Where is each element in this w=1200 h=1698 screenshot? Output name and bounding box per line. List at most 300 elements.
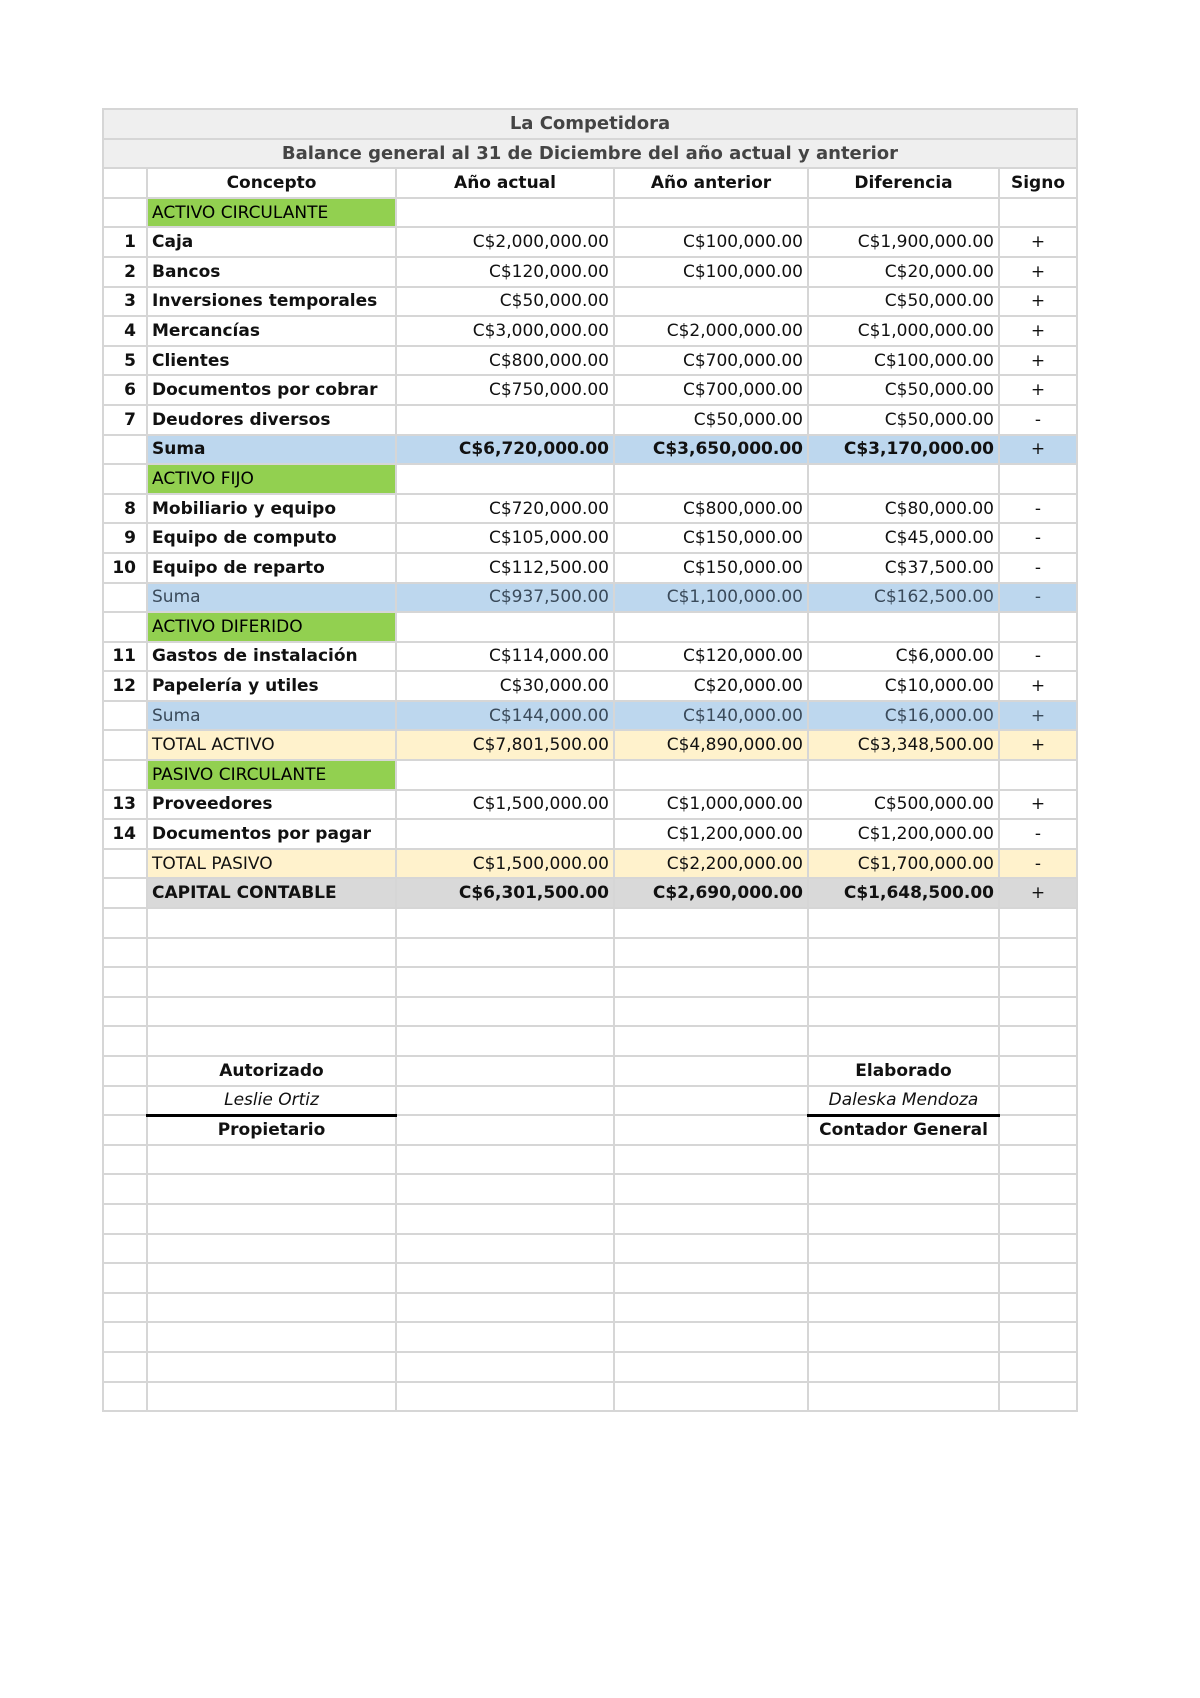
anterior-cell: C$100,000.00 (614, 257, 808, 287)
subtitle-row (103, 139, 1077, 169)
empty-cell (147, 1026, 396, 1056)
signo-cell: - (999, 405, 1077, 435)
empty-cell (808, 760, 999, 790)
section-label: ACTIVO DIFERIDO (147, 612, 396, 642)
authorized-signature-name: Leslie Ortiz (147, 1086, 396, 1116)
empty-cell (999, 198, 1077, 228)
signo-cell: + (999, 878, 1077, 908)
empty-cell (103, 967, 147, 997)
empty-cell (147, 908, 396, 938)
empty-cell (808, 1352, 999, 1382)
empty-cell (999, 1115, 1077, 1145)
empty-cell (396, 1056, 614, 1086)
actual-cell: C$937,500.00 (396, 583, 614, 613)
empty-cell (614, 1234, 808, 1264)
actual-cell: C$1,500,000.00 (396, 790, 614, 820)
row-number: 5 (103, 346, 147, 376)
empty-cell (999, 1026, 1077, 1056)
signo-cell: + (999, 671, 1077, 701)
suma-row (103, 701, 1077, 731)
empty-cell (999, 908, 1077, 938)
header-actual: Año actual (396, 168, 614, 198)
table-row (103, 375, 1077, 405)
empty-cell (147, 1382, 396, 1412)
blank-row (103, 1234, 1077, 1264)
empty-cell (147, 967, 396, 997)
signature-row (103, 1056, 1077, 1086)
empty-cell (999, 760, 1077, 790)
total-label: TOTAL ACTIVO (147, 730, 396, 760)
concepto-cell: Documentos por cobrar (147, 375, 396, 405)
signo-cell: - (999, 523, 1077, 553)
table-body (103, 198, 1077, 1411)
empty-cell (614, 997, 808, 1027)
signo-cell: - (999, 494, 1077, 524)
diferencia-cell: C$1,000,000.00 (808, 316, 999, 346)
concepto-cell: Papelería y utiles (147, 671, 396, 701)
empty-cell (614, 938, 808, 968)
blank-row (103, 938, 1077, 968)
table-row (103, 494, 1077, 524)
total-pasivo-row (103, 849, 1077, 879)
empty-cell (614, 1204, 808, 1234)
section-label: PASIVO CIRCULANTE (147, 760, 396, 790)
empty-cell (614, 1322, 808, 1352)
diferencia-cell: C$1,648,500.00 (808, 878, 999, 908)
anterior-cell: C$4,890,000.00 (614, 730, 808, 760)
total-activo-row (103, 730, 1077, 760)
empty-cell (808, 1382, 999, 1412)
row-number (103, 849, 147, 879)
section-row (103, 198, 1077, 228)
empty-cell (808, 997, 999, 1027)
blank-row (103, 1145, 1077, 1175)
row-number: 13 (103, 790, 147, 820)
blank-row (103, 1263, 1077, 1293)
empty-cell (808, 1263, 999, 1293)
row-number (103, 435, 147, 465)
blank-row (103, 1293, 1077, 1323)
empty-cell (614, 1382, 808, 1412)
empty-cell (396, 464, 614, 494)
anterior-cell: C$1,100,000.00 (614, 583, 808, 613)
row-number: 2 (103, 257, 147, 287)
row-number (103, 464, 147, 494)
empty-cell (396, 1026, 614, 1056)
anterior-cell: C$150,000.00 (614, 553, 808, 583)
blank-row (103, 1026, 1077, 1056)
concepto-cell: Documentos por pagar (147, 819, 396, 849)
concepto-cell: Clientes (147, 346, 396, 376)
balance-sheet-table (102, 108, 1078, 1412)
diferencia-cell: C$37,500.00 (808, 553, 999, 583)
section-row (103, 612, 1077, 642)
row-number: 1 (103, 227, 147, 257)
concepto-cell: Inversiones temporales (147, 287, 396, 317)
title-row (103, 109, 1077, 139)
empty-cell (147, 1352, 396, 1382)
anterior-cell: C$1,200,000.00 (614, 819, 808, 849)
capital-contable-row (103, 878, 1077, 908)
empty-cell (396, 198, 614, 228)
empty-cell (396, 1145, 614, 1175)
blank-row (103, 1204, 1077, 1234)
row-number: 14 (103, 819, 147, 849)
table-row (103, 346, 1077, 376)
anterior-cell: C$700,000.00 (614, 346, 808, 376)
signo-cell: + (999, 790, 1077, 820)
empty-cell (396, 1382, 614, 1412)
actual-cell: C$6,720,000.00 (396, 435, 614, 465)
table-row (103, 790, 1077, 820)
prepared-title: Contador General (808, 1115, 999, 1145)
empty-cell (614, 1145, 808, 1175)
empty-cell (396, 612, 614, 642)
empty-cell (396, 1322, 614, 1352)
row-number: 3 (103, 287, 147, 317)
empty-cell (808, 1234, 999, 1264)
empty-cell (396, 1204, 614, 1234)
anterior-cell: C$800,000.00 (614, 494, 808, 524)
signo-cell: - (999, 849, 1077, 879)
row-number: 6 (103, 375, 147, 405)
empty-cell (103, 1352, 147, 1382)
table-row (103, 405, 1077, 435)
empty-cell (103, 1263, 147, 1293)
empty-cell (614, 1174, 808, 1204)
row-number: 4 (103, 316, 147, 346)
empty-cell (999, 612, 1077, 642)
empty-cell (396, 760, 614, 790)
actual-cell (396, 819, 614, 849)
empty-cell (103, 1026, 147, 1056)
blank-row (103, 967, 1077, 997)
empty-cell (999, 1145, 1077, 1175)
header-blank (103, 168, 147, 198)
diferencia-cell: C$16,000.00 (808, 701, 999, 731)
blank-row (103, 1174, 1077, 1204)
actual-cell: C$50,000.00 (396, 287, 614, 317)
diferencia-cell: C$3,170,000.00 (808, 435, 999, 465)
diferencia-cell: C$20,000.00 (808, 257, 999, 287)
actual-cell (396, 405, 614, 435)
concepto-cell: Proveedores (147, 790, 396, 820)
empty-cell (147, 1204, 396, 1234)
anterior-cell: C$2,690,000.00 (614, 878, 808, 908)
empty-cell (999, 1293, 1077, 1323)
actual-cell: C$720,000.00 (396, 494, 614, 524)
empty-cell (999, 938, 1077, 968)
diferencia-cell: C$6,000.00 (808, 642, 999, 672)
diferencia-cell: C$162,500.00 (808, 583, 999, 613)
row-number (103, 878, 147, 908)
company-title: La Competidora (103, 109, 1077, 139)
empty-cell (808, 938, 999, 968)
suma-row (103, 583, 1077, 613)
empty-cell (614, 1115, 808, 1145)
diferencia-cell: C$50,000.00 (808, 405, 999, 435)
empty-cell (614, 1263, 808, 1293)
empty-cell (103, 938, 147, 968)
signo-cell: + (999, 435, 1077, 465)
empty-cell (808, 1204, 999, 1234)
diferencia-cell: C$50,000.00 (808, 375, 999, 405)
row-number (103, 760, 147, 790)
empty-cell (396, 1263, 614, 1293)
empty-cell (103, 1234, 147, 1264)
blank-row (103, 1352, 1077, 1382)
empty-cell (808, 612, 999, 642)
signo-cell: + (999, 227, 1077, 257)
concepto-cell: Equipo de reparto (147, 553, 396, 583)
empty-cell (999, 1204, 1077, 1234)
concepto-cell: Mobiliario y equipo (147, 494, 396, 524)
empty-cell (614, 760, 808, 790)
diferencia-cell: C$500,000.00 (808, 790, 999, 820)
total-label: Suma (147, 583, 396, 613)
diferencia-cell: C$45,000.00 (808, 523, 999, 553)
suma-row (103, 435, 1077, 465)
empty-cell (614, 1293, 808, 1323)
total-label: CAPITAL CONTABLE (147, 878, 396, 908)
section-row (103, 760, 1077, 790)
empty-cell (396, 1234, 614, 1264)
signature-row (103, 1115, 1077, 1145)
empty-cell (999, 967, 1077, 997)
diferencia-cell: C$3,348,500.00 (808, 730, 999, 760)
actual-cell: C$114,000.00 (396, 642, 614, 672)
actual-cell: C$105,000.00 (396, 523, 614, 553)
anterior-cell: C$150,000.00 (614, 523, 808, 553)
prepared-signature-name: Daleska Mendoza (808, 1086, 999, 1116)
header-row (103, 168, 1077, 198)
empty-cell (103, 1086, 147, 1116)
table-row (103, 523, 1077, 553)
empty-cell (808, 464, 999, 494)
empty-cell (396, 997, 614, 1027)
empty-cell (808, 1145, 999, 1175)
diferencia-cell: C$100,000.00 (808, 346, 999, 376)
diferencia-cell: C$1,900,000.00 (808, 227, 999, 257)
section-row (103, 464, 1077, 494)
empty-cell (396, 1174, 614, 1204)
row-number: 7 (103, 405, 147, 435)
row-number: 9 (103, 523, 147, 553)
empty-cell (103, 1382, 147, 1412)
empty-cell (999, 1086, 1077, 1116)
row-number (103, 730, 147, 760)
report-subtitle: Balance general al 31 de Diciembre del año actual y anterior (103, 139, 1077, 169)
empty-cell (396, 1086, 614, 1116)
empty-cell (147, 997, 396, 1027)
empty-cell (614, 612, 808, 642)
anterior-cell: C$1,000,000.00 (614, 790, 808, 820)
total-label: Suma (147, 435, 396, 465)
actual-cell: C$1,500,000.00 (396, 849, 614, 879)
diferencia-cell: C$1,700,000.00 (808, 849, 999, 879)
empty-cell (614, 1086, 808, 1116)
empty-cell (147, 1145, 396, 1175)
empty-cell (396, 1352, 614, 1382)
empty-cell (396, 1115, 614, 1145)
empty-cell (103, 1115, 147, 1145)
concepto-cell: Mercancías (147, 316, 396, 346)
empty-cell (103, 1322, 147, 1352)
row-number: 8 (103, 494, 147, 524)
row-number: 10 (103, 553, 147, 583)
empty-cell (103, 1145, 147, 1175)
row-number (103, 612, 147, 642)
actual-cell: C$6,301,500.00 (396, 878, 614, 908)
signo-cell: + (999, 730, 1077, 760)
table-row (103, 671, 1077, 701)
actual-cell: C$750,000.00 (396, 375, 614, 405)
anterior-cell: C$20,000.00 (614, 671, 808, 701)
signo-cell: + (999, 346, 1077, 376)
empty-cell (999, 464, 1077, 494)
section-label: ACTIVO CIRCULANTE (147, 198, 396, 228)
blank-row (103, 997, 1077, 1027)
empty-cell (808, 1026, 999, 1056)
empty-cell (147, 1174, 396, 1204)
empty-cell (396, 908, 614, 938)
signo-cell: + (999, 701, 1077, 731)
table-row (103, 316, 1077, 346)
empty-cell (999, 1352, 1077, 1382)
empty-cell (614, 198, 808, 228)
signo-cell: - (999, 553, 1077, 583)
signo-cell: + (999, 257, 1077, 287)
actual-cell: C$120,000.00 (396, 257, 614, 287)
empty-cell (808, 1174, 999, 1204)
blank-row (103, 1322, 1077, 1352)
anterior-cell: C$3,650,000.00 (614, 435, 808, 465)
actual-cell: C$7,801,500.00 (396, 730, 614, 760)
empty-cell (808, 1293, 999, 1323)
anterior-cell: C$100,000.00 (614, 227, 808, 257)
empty-cell (396, 967, 614, 997)
empty-cell (999, 1322, 1077, 1352)
table-row (103, 642, 1077, 672)
empty-cell (147, 938, 396, 968)
section-label: ACTIVO FIJO (147, 464, 396, 494)
empty-cell (808, 198, 999, 228)
empty-cell (999, 1263, 1077, 1293)
diferencia-cell: C$50,000.00 (808, 287, 999, 317)
header-anterior: Año anterior (614, 168, 808, 198)
actual-cell: C$800,000.00 (396, 346, 614, 376)
signature-row (103, 1086, 1077, 1116)
actual-cell: C$2,000,000.00 (396, 227, 614, 257)
concepto-cell: Equipo de computo (147, 523, 396, 553)
blank-row (103, 908, 1077, 938)
empty-cell (614, 1026, 808, 1056)
empty-cell (614, 908, 808, 938)
empty-cell (999, 1056, 1077, 1086)
header-concepto: Concepto (147, 168, 396, 198)
empty-cell (614, 1056, 808, 1086)
empty-cell (999, 997, 1077, 1027)
row-number: 11 (103, 642, 147, 672)
empty-cell (614, 1352, 808, 1382)
actual-cell: C$112,500.00 (396, 553, 614, 583)
anterior-cell: C$2,200,000.00 (614, 849, 808, 879)
diferencia-cell: C$80,000.00 (808, 494, 999, 524)
signo-cell: - (999, 819, 1077, 849)
anterior-cell: C$50,000.00 (614, 405, 808, 435)
signo-cell: + (999, 316, 1077, 346)
empty-cell (103, 997, 147, 1027)
row-number: 12 (103, 671, 147, 701)
table-row (103, 227, 1077, 257)
empty-cell (147, 1293, 396, 1323)
header-signo: Signo (999, 168, 1077, 198)
total-label: TOTAL PASIVO (147, 849, 396, 879)
concepto-cell: Gastos de instalación (147, 642, 396, 672)
empty-cell (614, 967, 808, 997)
empty-cell (147, 1234, 396, 1264)
empty-cell (103, 1293, 147, 1323)
anterior-cell: C$140,000.00 (614, 701, 808, 731)
prepared-label: Elaborado (808, 1056, 999, 1086)
concepto-cell: Bancos (147, 257, 396, 287)
actual-cell: C$30,000.00 (396, 671, 614, 701)
empty-cell (147, 1322, 396, 1352)
actual-cell: C$144,000.00 (396, 701, 614, 731)
signo-cell: + (999, 375, 1077, 405)
empty-cell (103, 908, 147, 938)
anterior-cell: C$120,000.00 (614, 642, 808, 672)
diferencia-cell: C$10,000.00 (808, 671, 999, 701)
header-diferencia: Diferencia (808, 168, 999, 198)
empty-cell (103, 1204, 147, 1234)
row-number (103, 701, 147, 731)
empty-cell (808, 967, 999, 997)
empty-cell (999, 1174, 1077, 1204)
empty-cell (103, 1056, 147, 1086)
empty-cell (808, 1322, 999, 1352)
actual-cell: C$3,000,000.00 (396, 316, 614, 346)
authorized-label: Autorizado (147, 1056, 396, 1086)
authorized-title: Propietario (147, 1115, 396, 1145)
concepto-cell: Deudores diversos (147, 405, 396, 435)
empty-cell (103, 1174, 147, 1204)
anterior-cell (614, 287, 808, 317)
table-row (103, 553, 1077, 583)
diferencia-cell: C$1,200,000.00 (808, 819, 999, 849)
total-label: Suma (147, 701, 396, 731)
signo-cell: + (999, 287, 1077, 317)
empty-cell (147, 1263, 396, 1293)
anterior-cell: C$700,000.00 (614, 375, 808, 405)
row-number (103, 583, 147, 613)
empty-cell (396, 1293, 614, 1323)
empty-cell (999, 1234, 1077, 1264)
signo-cell: - (999, 642, 1077, 672)
anterior-cell: C$2,000,000.00 (614, 316, 808, 346)
table-row (103, 287, 1077, 317)
table-row (103, 819, 1077, 849)
empty-cell (396, 938, 614, 968)
table-row (103, 257, 1077, 287)
empty-cell (808, 908, 999, 938)
empty-cell (999, 1382, 1077, 1412)
signo-cell: - (999, 583, 1077, 613)
concepto-cell: Caja (147, 227, 396, 257)
row-number (103, 198, 147, 228)
empty-cell (614, 464, 808, 494)
blank-row (103, 1382, 1077, 1412)
